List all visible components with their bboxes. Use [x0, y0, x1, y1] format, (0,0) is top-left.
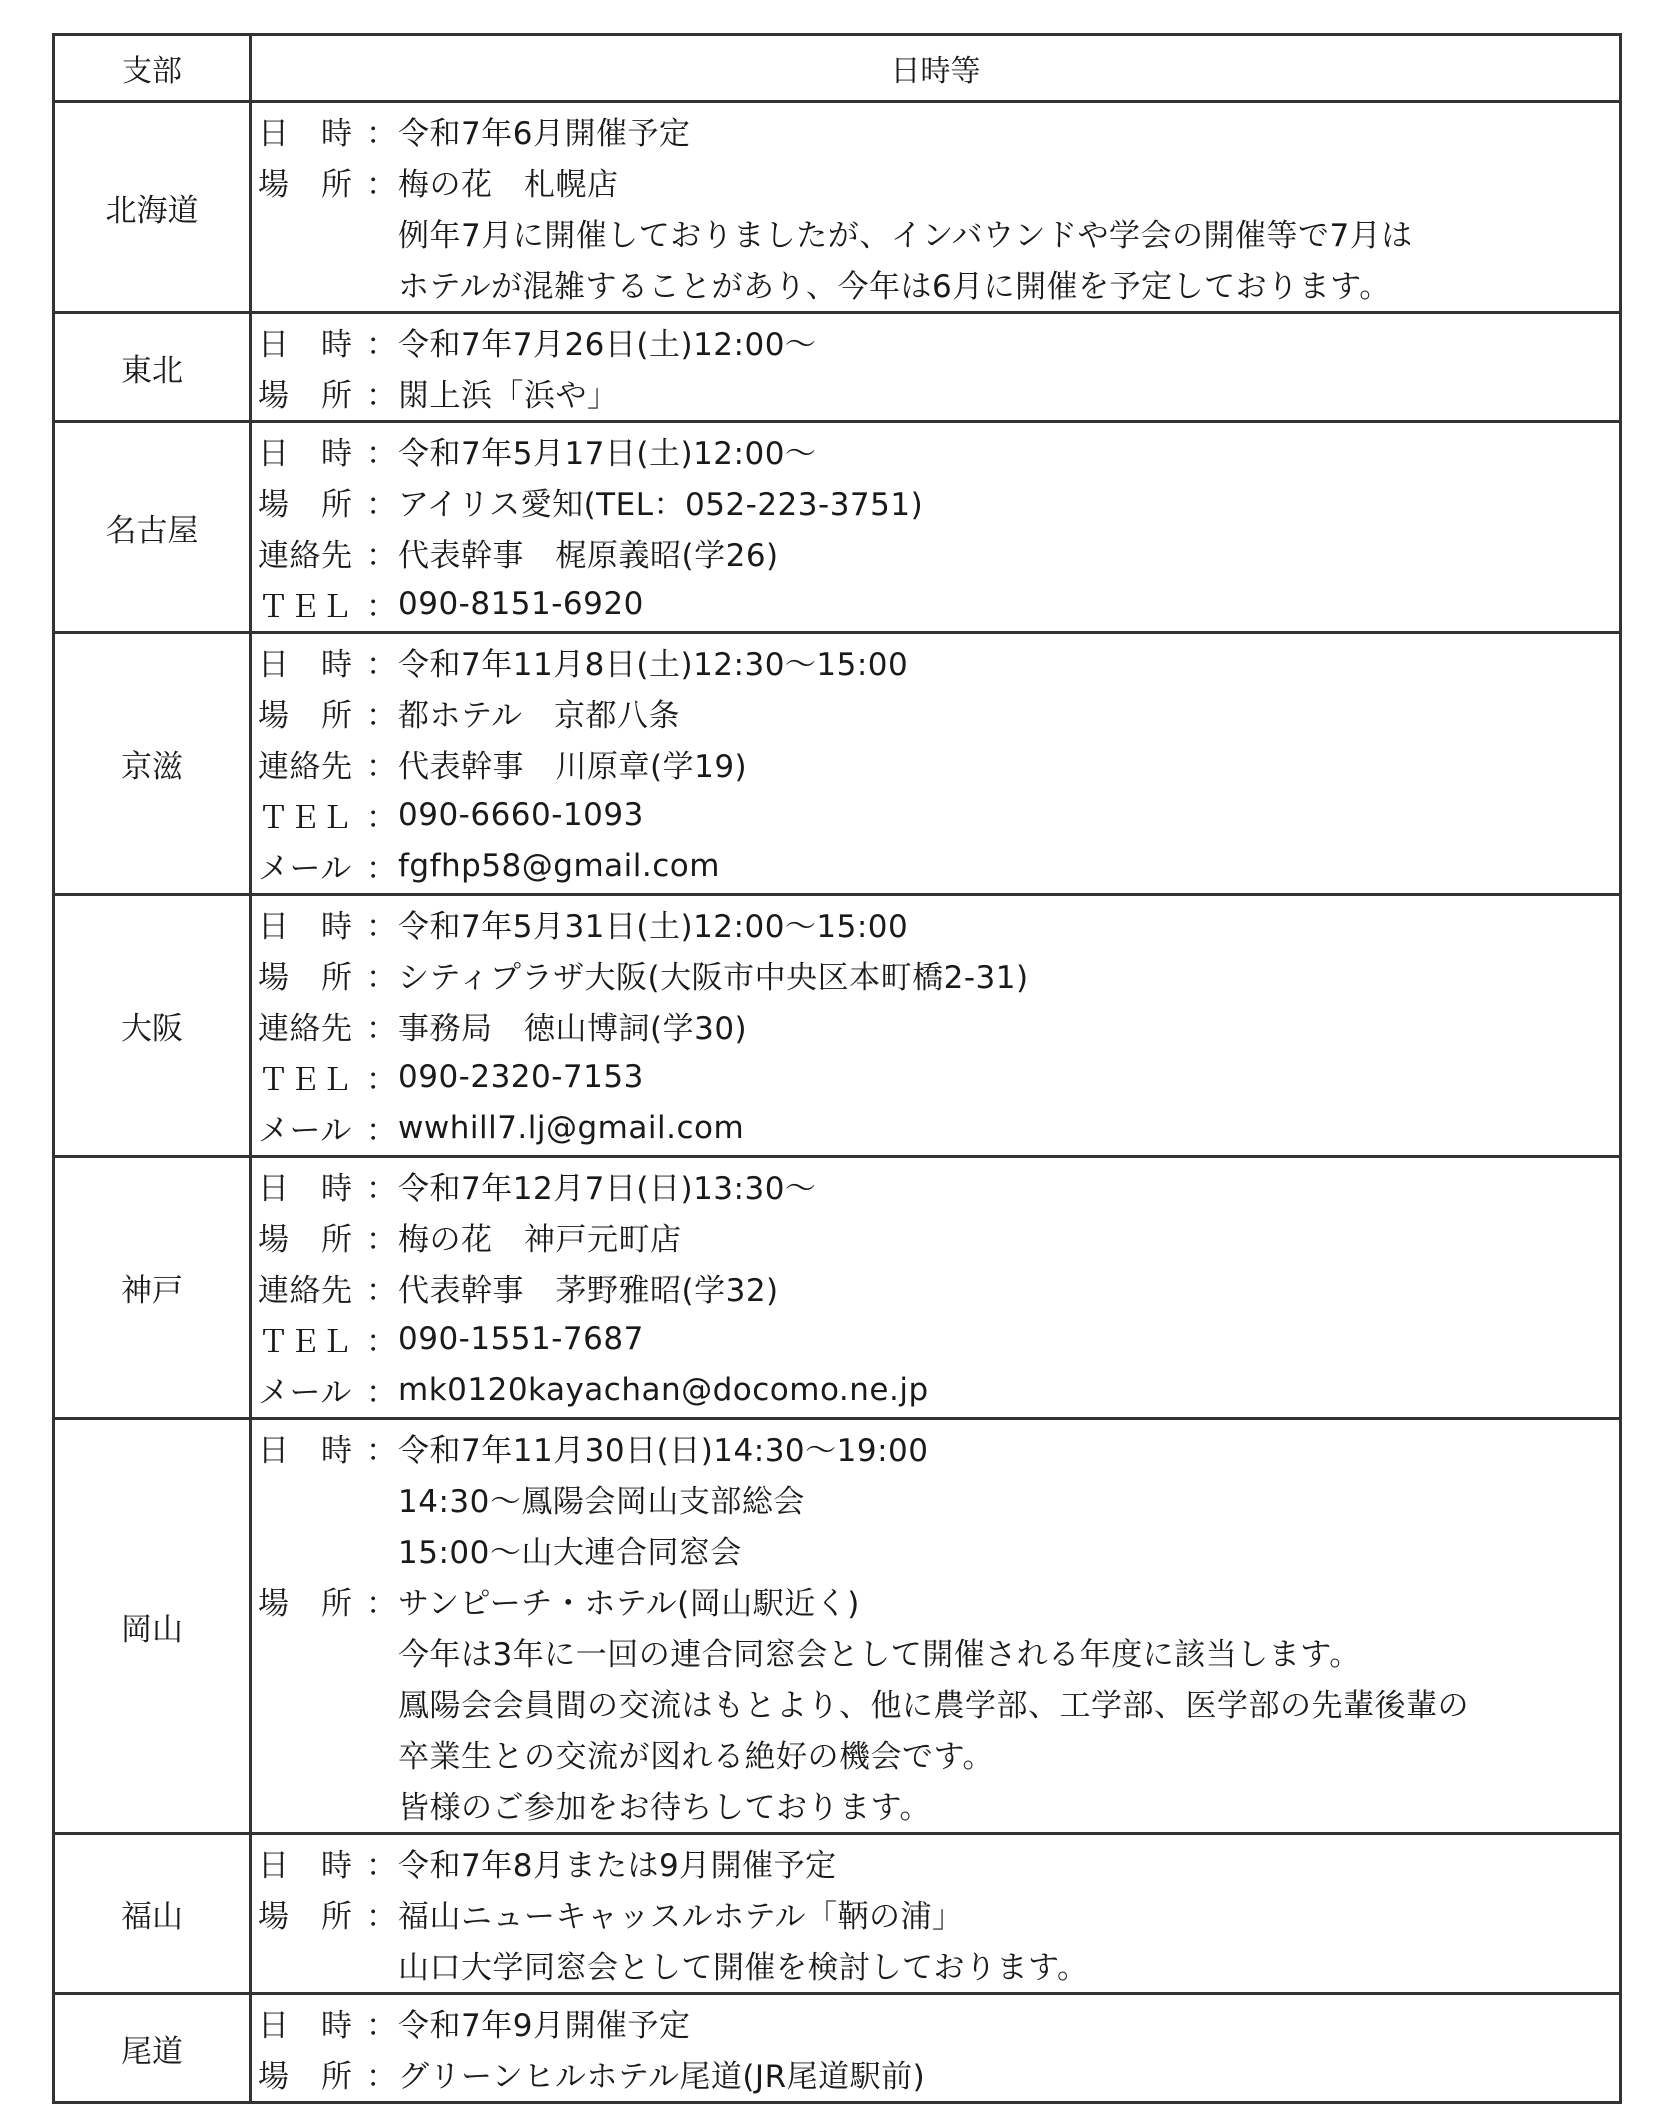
header-details: 日時等 [251, 35, 1621, 102]
detail-line [258, 1160, 1619, 1211]
detail-label: ＴＥＬ [258, 1062, 353, 1098]
detail-separator: ： [366, 1586, 398, 1622]
detail-label: 日 時 [258, 1433, 353, 1469]
detail-text: グリーンヒルホテル尾道(JR尾道駅前) [398, 2059, 926, 2095]
header-branch: 支部 [54, 35, 251, 102]
table-row [54, 1834, 1621, 1994]
detail-line [258, 1939, 1619, 1990]
detail-line [258, 949, 1619, 1000]
detail-line [258, 1779, 1619, 1830]
detail-separator: ： [366, 1433, 398, 1469]
detail-separator: ： [366, 1171, 398, 1207]
detail-label: メール [258, 1375, 352, 1411]
detail-separator: ： [366, 116, 398, 152]
detail-text: シティプラザ大阪(大阪市中央区本町橋2-31) [398, 960, 1029, 996]
detail-separator: ： [366, 487, 398, 523]
detail-line [258, 1211, 1619, 1262]
detail-line [258, 687, 1619, 738]
branch-schedule-table [52, 33, 1622, 2104]
detail-text: 閖上浜「浜や」 [398, 378, 619, 414]
detail-label: 日 時 [258, 1848, 353, 1884]
detail-text: 代表幹事 川原章(学19) [398, 749, 748, 785]
branch-details [251, 895, 1621, 1157]
detail-line [258, 840, 1619, 891]
detail-line [258, 898, 1619, 949]
detail-label: 場 所 [258, 960, 353, 996]
detail-separator: ： [366, 1899, 398, 1935]
branch-details [251, 1834, 1621, 1994]
detail-text: 令和7年9月開催予定 [398, 2008, 691, 2044]
detail-text: 事務局 徳山博詞(学30) [398, 1011, 748, 1047]
detail-text: 令和7年11月30日(日)14:30～19:00 [398, 1433, 929, 1469]
detail-line [258, 1524, 1619, 1575]
branch-name: 神戸 [54, 1157, 251, 1419]
detail-label: 連絡先 [258, 749, 353, 785]
detail-line [258, 476, 1619, 527]
detail-line [258, 258, 1619, 309]
detail-line [258, 425, 1619, 476]
detail-text: サンピーチ・ホテル(岡山駅近く) [398, 1586, 860, 1622]
detail-text: 梅の花 神戸元町店 [398, 1222, 682, 1258]
detail-text: 090-1551-7687 [398, 1320, 644, 1357]
detail-separator: ： [366, 2059, 398, 2095]
detail-label: 連絡先 [258, 538, 353, 574]
detail-separator: ： [366, 851, 398, 887]
detail-line [258, 527, 1619, 578]
table-row [54, 1157, 1621, 1419]
detail-label: ＴＥＬ [258, 589, 353, 625]
detail-separator: ： [366, 1324, 398, 1360]
detail-label: 場 所 [258, 1899, 353, 1935]
branch-name: 岡山 [54, 1419, 251, 1834]
detail-text: 令和7年12月7日(日)13:30～ [398, 1171, 817, 1207]
detail-label: 場 所 [258, 167, 353, 203]
branch-name: 名古屋 [54, 422, 251, 633]
detail-separator: ： [366, 749, 398, 785]
detail-separator: ： [366, 909, 398, 945]
detail-line [258, 738, 1619, 789]
detail-line [258, 1102, 1619, 1153]
detail-text: 都ホテル 京都八条 [398, 698, 680, 734]
detail-separator: ： [366, 1375, 398, 1411]
detail-text: ホテルが混雑することがあり、今年は6月に開催を予定しております。 [398, 269, 1391, 305]
detail-separator: ： [366, 800, 398, 836]
detail-text: 令和7年8月または9月開催予定 [398, 1848, 837, 1884]
detail-separator: ： [366, 327, 398, 363]
detail-text: 卒業生との交流が図れる絶好の機会です。 [398, 1739, 995, 1775]
table-body [54, 102, 1621, 2103]
detail-label: 場 所 [258, 378, 353, 414]
detail-label: 連絡先 [258, 1273, 353, 1309]
detail-label: 場 所 [258, 1586, 353, 1622]
detail-text: 14:30～鳳陽会岡山支部総会 [398, 1484, 805, 1520]
detail-line [258, 578, 1619, 629]
detail-label: 日 時 [258, 116, 353, 152]
detail-label: 日 時 [258, 327, 353, 363]
table-row [54, 422, 1621, 633]
detail-line [258, 1626, 1619, 1677]
detail-text: 090-6660-1093 [398, 796, 644, 833]
branch-name: 北海道 [54, 102, 251, 313]
table-row [54, 313, 1621, 422]
detail-separator: ： [366, 436, 398, 472]
detail-text: 代表幹事 茅野雅昭(学32) [398, 1273, 779, 1309]
detail-line [258, 1888, 1619, 1939]
detail-text: 鳳陽会会員間の交流はもとより、他に農学部、工学部、医学部の先輩後輩の [398, 1688, 1469, 1724]
detail-line [258, 207, 1619, 258]
detail-text: 15:00～山大連合同窓会 [398, 1535, 742, 1571]
detail-separator: ： [366, 698, 398, 734]
detail-text: 代表幹事 梶原義昭(学26) [398, 538, 779, 574]
detail-line [258, 1997, 1619, 2048]
detail-separator: ： [366, 1273, 398, 1309]
detail-label: 日 時 [258, 1171, 353, 1207]
table-row [54, 1419, 1621, 1834]
branch-name: 福山 [54, 1834, 251, 1994]
detail-text: wwhill7.lj@gmail.com [398, 1109, 745, 1146]
branch-details [251, 1157, 1621, 1419]
detail-label: メール [258, 851, 352, 887]
detail-separator: ： [366, 1113, 398, 1149]
detail-label: ＴＥＬ [258, 1324, 353, 1360]
detail-line [258, 636, 1619, 687]
table-row [54, 895, 1621, 1157]
detail-text: 令和7年5月31日(土)12:00～15:00 [398, 909, 909, 945]
detail-text: 090-8151-6920 [398, 585, 644, 622]
detail-line [258, 1313, 1619, 1364]
detail-separator: ： [366, 167, 398, 203]
branch-details [251, 102, 1621, 313]
branch-details [251, 422, 1621, 633]
detail-text: アイリス愛知(TEL：052-223-3751) [398, 487, 924, 523]
detail-text: 令和7年6月開催予定 [398, 116, 691, 152]
detail-separator: ： [366, 1062, 398, 1098]
detail-line [258, 1473, 1619, 1524]
detail-label: 連絡先 [258, 1011, 353, 1047]
detail-line [258, 1575, 1619, 1626]
detail-label: ＴＥＬ [258, 800, 353, 836]
detail-label: 日 時 [258, 2008, 353, 2044]
detail-text: 梅の花 札幌店 [398, 167, 619, 203]
detail-text: 令和7年7月26日(土)12:00～ [398, 327, 817, 363]
table-row [54, 102, 1621, 313]
detail-separator: ： [366, 378, 398, 414]
detail-line [258, 1728, 1619, 1779]
branch-name: 尾道 [54, 1994, 251, 2103]
branch-details [251, 633, 1621, 895]
detail-label: 場 所 [258, 1222, 353, 1258]
branch-details [251, 1994, 1621, 2103]
detail-text: fgfhp58@gmail.com [398, 847, 720, 884]
detail-line [258, 1677, 1619, 1728]
detail-label: 日 時 [258, 647, 353, 683]
detail-line [258, 1051, 1619, 1102]
detail-text: 今年は3年に一回の連合同窓会として開催される年度に該当します。 [398, 1637, 1361, 1673]
detail-line [258, 367, 1619, 418]
detail-label: 場 所 [258, 698, 353, 734]
table-row [54, 1994, 1621, 2103]
detail-separator: ： [366, 2008, 398, 2044]
detail-line [258, 1422, 1619, 1473]
table-row [54, 633, 1621, 895]
detail-text: 山口大学同窓会として開催を検討しております。 [398, 1950, 1089, 1986]
detail-text: 例年7月に開催しておりましたが、インバウンドや学会の開催等で7月は [398, 218, 1413, 254]
detail-separator: ： [366, 960, 398, 996]
branch-details [251, 313, 1621, 422]
detail-line [258, 105, 1619, 156]
detail-separator: ： [366, 1848, 398, 1884]
detail-text: 皆様のご参加をお待ちしております。 [398, 1790, 932, 1826]
detail-line [258, 1262, 1619, 1313]
detail-text: 令和7年11月8日(土)12:30～15:00 [398, 647, 909, 683]
detail-text: mk0120kayachan@docomo.ne.jp [398, 1371, 929, 1408]
detail-label: 場 所 [258, 487, 353, 523]
detail-text: 福山ニューキャッスルホテル「鞆の浦」 [398, 1899, 964, 1935]
detail-label: メール [258, 1113, 352, 1149]
detail-line [258, 1000, 1619, 1051]
detail-label: 場 所 [258, 2059, 353, 2095]
detail-separator: ： [366, 589, 398, 625]
detail-label: 日 時 [258, 436, 353, 472]
detail-line [258, 1364, 1619, 1415]
header-row [54, 35, 1621, 102]
detail-line [258, 789, 1619, 840]
branch-name: 東北 [54, 313, 251, 422]
branch-details [251, 1419, 1621, 1834]
branch-name: 京滋 [54, 633, 251, 895]
branch-name: 大阪 [54, 895, 251, 1157]
detail-line [258, 156, 1619, 207]
detail-separator: ： [366, 647, 398, 683]
detail-line [258, 2048, 1619, 2099]
detail-separator: ： [366, 1011, 398, 1047]
detail-separator: ： [366, 1222, 398, 1258]
detail-line [258, 316, 1619, 367]
detail-text: 090-2320-7153 [398, 1058, 644, 1095]
detail-text: 令和7年5月17日(土)12:00～ [398, 436, 817, 472]
detail-separator: ： [366, 538, 398, 574]
detail-line [258, 1837, 1619, 1888]
detail-label: 日 時 [258, 909, 353, 945]
